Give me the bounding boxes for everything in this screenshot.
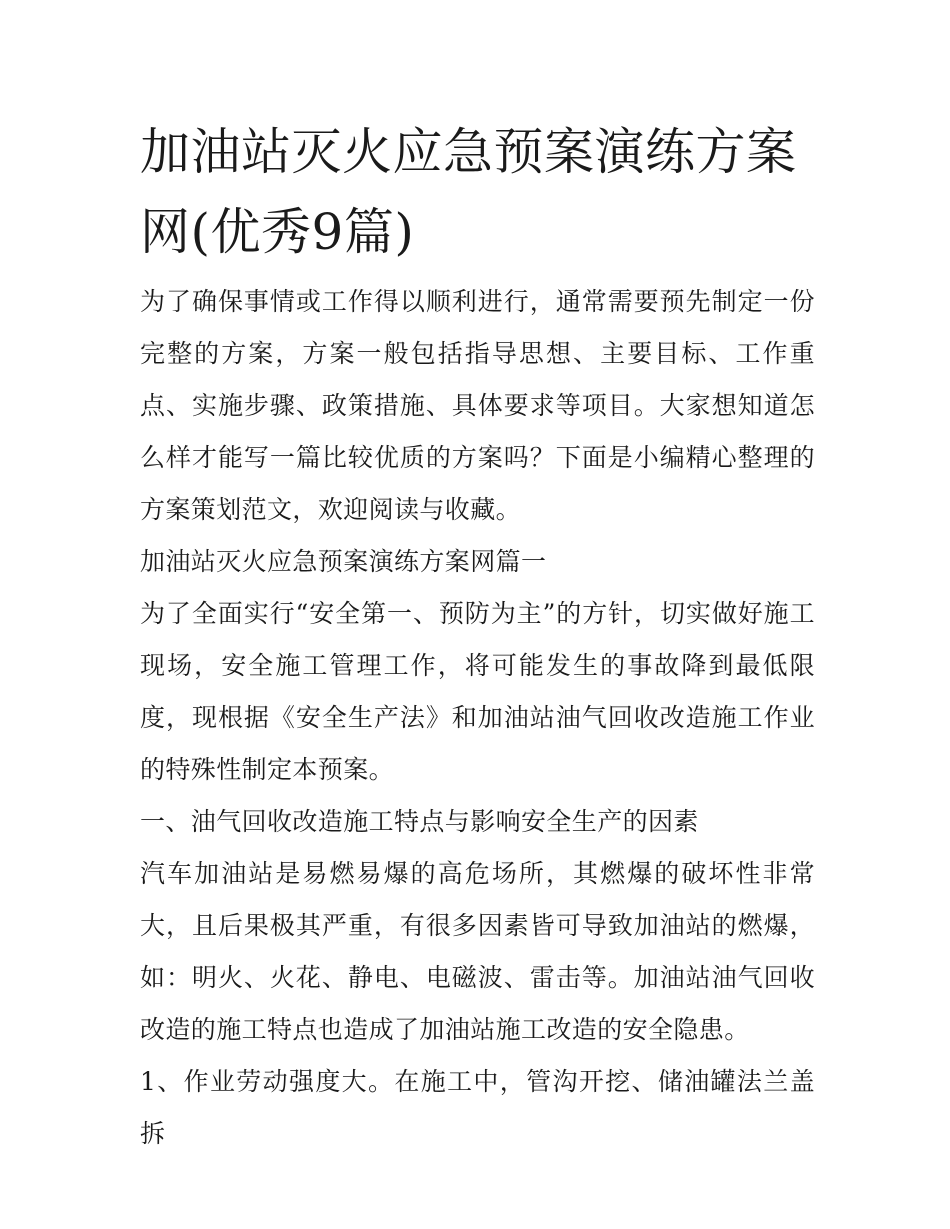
list-item-1: 1、作业劳动强度大。在施工中，管沟开挖、储油罐法兰盖拆: [140, 1067, 815, 1148]
document-title: 加油站灭火应急预案演练方案网(优秀9篇): [140, 123, 797, 261]
policy-paragraph: 为了全面实行“安全第一、预防为主”的方针，切实做好施工现场，安全施工管理工作，将可能发生的事故降到最低限度，现根据《安全生产法》和加油站油气回收改造施工作业的特殊性制定本预案。: [140, 599, 815, 784]
hazard-paragraph: 汽车加油站是易燃易爆的高危场所，其燃爆的破坏性非常大，且后果极其严重，有很多因素皆可导致加油站的燃爆，如：明火、火花、静电、电磁波、雷击等。加油站油气回收改造的施工特点也造成了加油站施工改造的安全隐患。: [140, 859, 815, 1044]
intro-paragraph: 为了确保事情或工作得以顺利进行，通常需要预先制定一份完整的方案，方案一般包括指导思想、主要目标、工作重点、实施步骤、政策措施、具体要求等项目。大家想知道怎么样才能写一篇比较优质的方案吗？下面是小编精心整理的方案策划范文，欢迎阅读与收藏。: [140, 287, 815, 524]
section-heading-part-one: 加油站灭火应急预案演练方案网篇一: [140, 547, 547, 576]
document-body: [140, 276, 815, 1160]
section-heading-factors: 一、油气回收改造施工特点与影响安全生产的因素: [140, 807, 699, 836]
